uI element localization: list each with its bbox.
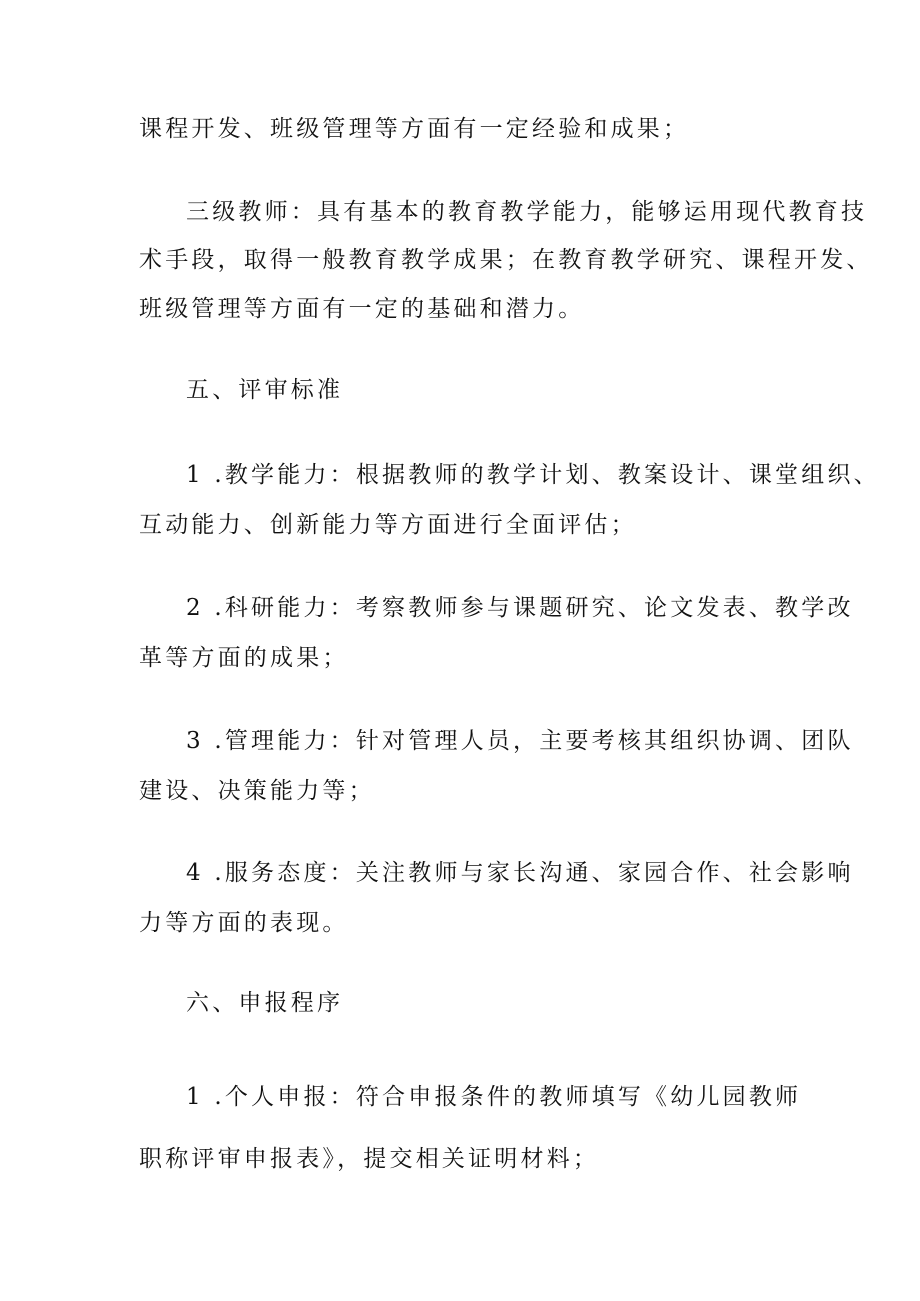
list-item-line: 职称评审申报表》，提交相关证明材料；	[139, 1146, 600, 1172]
section-heading: 六、申报程序	[186, 990, 344, 1016]
list-item-line: 1 .教学能力：根据教师的教学计划、教案设计、课堂组织、	[186, 462, 880, 488]
section-heading: 五、评审标准	[186, 377, 344, 403]
paragraph-line: 术手段，取得一般教育教学成果；在教育教学研究、课程开发、	[139, 247, 873, 273]
list-item-line: 力等方面的表现。	[139, 910, 349, 936]
list-item-line: 革等方面的成果；	[139, 645, 349, 671]
paragraph-line: 班级管理等方面有一定的基础和潜力。	[139, 296, 585, 322]
list-item-line: 2 .科研能力：考察教师参与课题研究、论文发表、教学改	[186, 595, 854, 621]
list-item-line: 4 .服务态度：关注教师与家长沟通、家园合作、社会影响	[186, 860, 854, 886]
paragraph-line: 课程开发、班级管理等方面有一定经验和成果；	[139, 116, 690, 142]
list-item-line: 3 .管理能力：针对管理人员，主要考核其组织协调、团队	[186, 728, 854, 754]
paragraph-line: 三级教师：具有基本的教育教学能力，能够运用现代教育技	[186, 199, 868, 225]
list-item-line: 互动能力、创新能力等方面进行全面评估；	[139, 512, 637, 538]
list-item-line: 1 .个人申报：符合申报条件的教师填写《幼儿园教师	[186, 1084, 802, 1110]
list-item-line: 建设、决策能力等；	[139, 778, 375, 804]
